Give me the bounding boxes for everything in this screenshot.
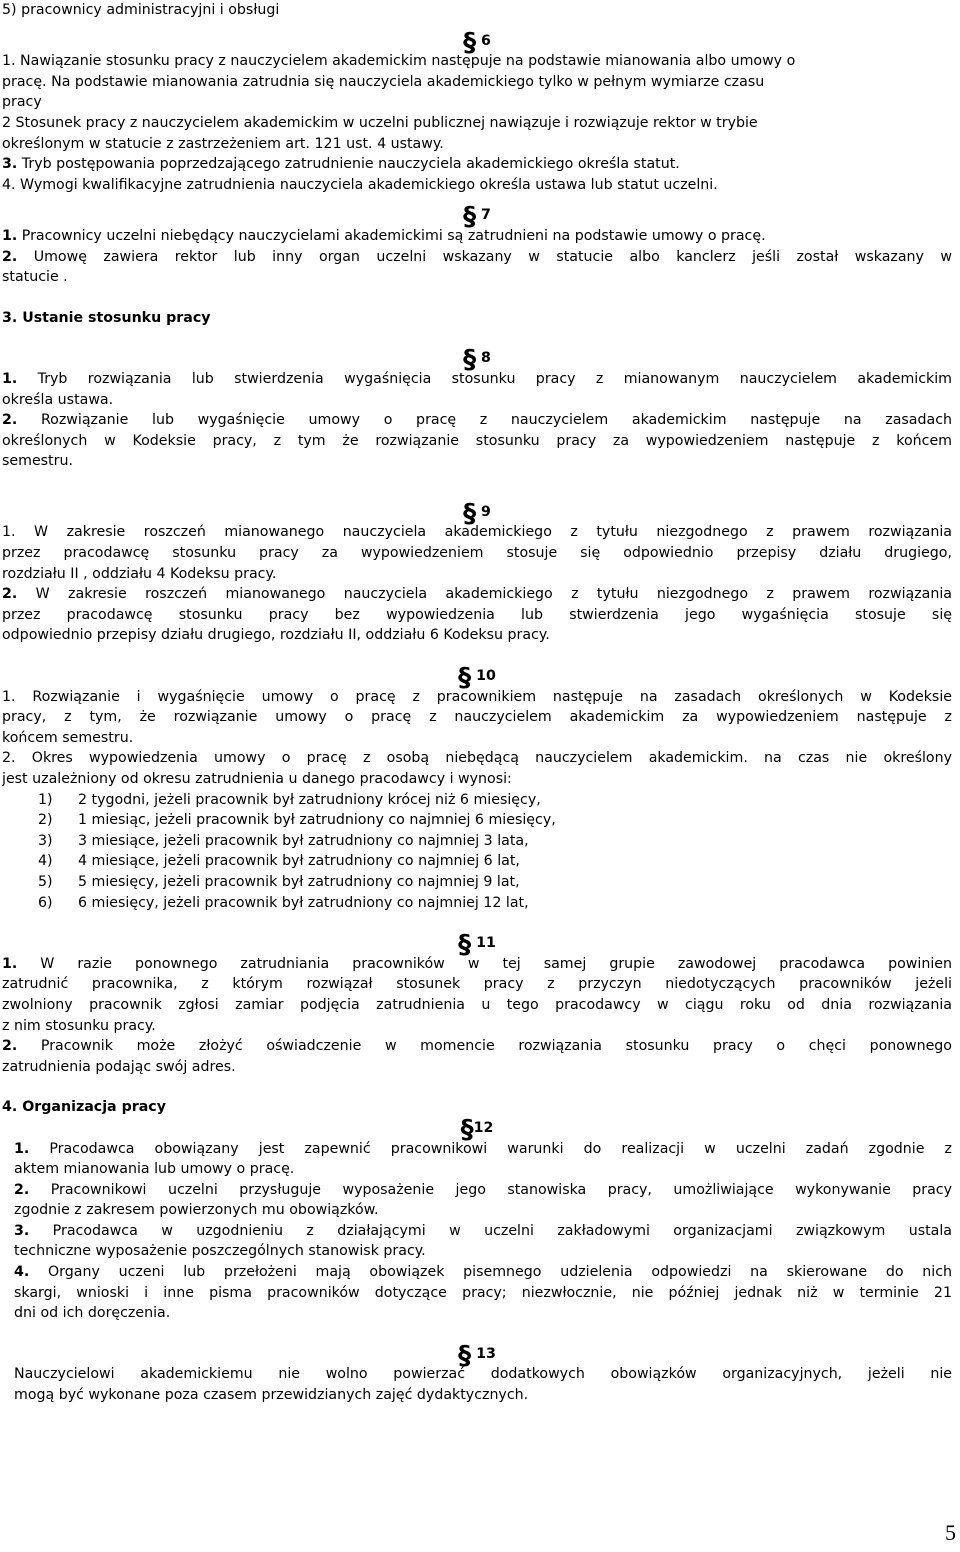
p12-line: 1. Pracodawca obowiązany jest zapewnić pracownikowi warunki do realizacji w uczelni zadań zgodnie z bbox=[14, 1140, 952, 1157]
paragraph-11-mark: § 11 bbox=[458, 930, 496, 961]
paragraph-8-mark: § 8 bbox=[463, 345, 491, 376]
p12-line: skargi, wnioski i inne pisma pracowników dotyczące pracy; niezwłocznie, nie później jednak niż w terminie 21 bbox=[14, 1284, 952, 1301]
p6-line: 2 Stosunek pracy z nauczycielem akademickim w uczelni publicznej nawiązuje i rozwiązuje rektor w trybie bbox=[2, 114, 758, 131]
p9-line: 2. W zakresie roszczeń mianowanego nauczyciela akademickiego z tytułu niezgodnego z prawem rozwiązania bbox=[2, 586, 952, 603]
list-item: 1) 2 tygodni, jeżeli pracownik był zatrudniony krócej niż 6 miesięcy, bbox=[38, 791, 541, 808]
heading-5: 5) pracownicy administracyjni i obsługi bbox=[2, 2, 280, 18]
p10-line: końcem semestru. bbox=[2, 729, 134, 746]
list-item: 2) 1 miesiąc, jeżeli pracownik był zatrudniony co najmniej 6 miesięcy, bbox=[38, 812, 556, 829]
p8-line: 2. Rozwiązanie lub wygaśnięcie umowy o pracę z nauczycielem akademickim następuje na zasadach bbox=[2, 412, 952, 429]
list-item: 4) 4 miesiące, jeżeli pracownik był zatrudniony co najmniej 6 lat, bbox=[38, 853, 520, 870]
p11-line: z nim stosunku pracy. bbox=[2, 1017, 156, 1034]
p11-line: zwolniony pracownik zgłosi zamiar podjęcia zatrudnienia u tego pracodawcy w ciągu roku od dnia rozwiązania bbox=[2, 996, 952, 1013]
p7-line: 2. Umowę zawiera rektor lub inny organ uczelni wskazany w statucie albo kanclerz jeśli został wskazany w bbox=[2, 248, 952, 265]
p7-line: statucie . bbox=[2, 269, 68, 286]
p8-line: określonych w Kodeksie pracy, z tym że rozwiązanie stosunku pracy za wypowiedzeniem następuje z końcem bbox=[2, 432, 952, 449]
paragraph-6-mark: § 6 bbox=[463, 27, 491, 58]
p6-line: pracy bbox=[2, 94, 42, 111]
paragraph-9-mark: § 9 bbox=[463, 498, 491, 529]
p8-line: określa ustawa. bbox=[2, 391, 114, 408]
list-item: 5) 5 miesięcy, jeżeli pracownik był zatrudniony co najmniej 9 lat, bbox=[38, 873, 520, 890]
p12-line: zgodnie z zakresem powierzonych mu obowiązków. bbox=[14, 1202, 379, 1219]
p9-line: przez pracodawcę stosunku pracy bez wypowiedzenia lub stwierdzenia jego wygaśnięcia stosuje się bbox=[2, 606, 952, 623]
paragraph-7-mark: § 7 bbox=[463, 202, 491, 233]
p11-line: 2. Pracownik może złożyć oświadczenie w momencie rozwiązania stosunku pracy o chęci ponownego bbox=[2, 1038, 952, 1055]
paragraph-10-mark: § 10 bbox=[458, 663, 496, 694]
p12-line: aktem mianowania lub umowy o pracę. bbox=[14, 1161, 295, 1178]
paragraph-12-mark: §12 bbox=[460, 1114, 494, 1145]
p13-line: mogą być wykonane poza czasem przewidzianych zajęć dydaktycznych. bbox=[14, 1387, 529, 1404]
p8-line: semestru. bbox=[2, 453, 73, 470]
p12-line: techniczne wyposażenie poszczególnych stanowisk pracy. bbox=[14, 1243, 426, 1260]
notice-period-list bbox=[2, 790, 952, 914]
p6-line: określonym w statucie z zastrzeżeniem art. 121 ust. 4 ustawy. bbox=[2, 135, 444, 152]
page-number: 5 bbox=[945, 1520, 956, 1546]
p13-line: Nauczycielowi akademickiemu nie wolno powierzać dodatkowych obowiązków organizacyjnych, jeżeli nie bbox=[14, 1366, 952, 1383]
p6-line: 3. Tryb postępowania poprzedzającego zatrudnienie nauczyciela akademickiego określa statut. bbox=[2, 156, 680, 173]
document-body bbox=[2, 0, 952, 1406]
paragraph-13-mark: § 13 bbox=[458, 1340, 496, 1371]
section-4-heading: 4. Organizacja pracy bbox=[2, 1099, 166, 1116]
p11-line: zatrudnić pracownika, z którym rozwiązał stosunek pracy z przyczyn niedotyczących pracowników jeżeli bbox=[2, 976, 952, 993]
p12-line: dni od ich doręczenia. bbox=[14, 1305, 171, 1322]
p10-line: 1. Rozwiązanie i wygaśnięcie umowy o pracę z pracownikiem następuje na zasadach określonych w Kodeksie bbox=[2, 688, 952, 705]
p10-line: pracy, z tym, że rozwiązanie umowy o pracę z nauczycielem akademickim za wypowiedzeniem następuje z bbox=[2, 709, 952, 726]
list-item: 6) 6 miesięcy, jeżeli pracownik był zatrudniony co najmniej 12 lat, bbox=[38, 894, 529, 911]
p10-line: 2. Okres wypowiedzenia umowy o pracę z osobą niebędącą nauczycielem akademickim. na czas nie określony bbox=[2, 750, 952, 767]
p12-line: 2. Pracownikowi uczelni przysługuje wyposażenie jego stanowiska pracy, umożliwiające wykonywanie pracy bbox=[14, 1181, 952, 1198]
p9-line: 1. W zakresie roszczeń mianowanego nauczyciela akademickiego z tytułu niezgodnego z prawem rozwiązania bbox=[2, 524, 952, 541]
p6-line: 4. Wymogi kwalifikacyjne zatrudnienia nauczyciela akademickiego określa ustawa lub statut uczelni. bbox=[2, 176, 718, 193]
p6-line: 1. Nawiązanie stosunku pracy z nauczycielem akademickim następuje na podstawie mianowania albo umowy o bbox=[2, 53, 796, 70]
section-3-heading: 3. Ustanie stosunku pracy bbox=[2, 309, 211, 326]
p12-line: 4. Organy uczeni lub przełożeni mają obowiązek pisemnego udzielenia odpowiedzi na skierowane do nich bbox=[14, 1264, 952, 1281]
p9-line: przez pracodawcę stosunku pracy za wypowiedzeniem stosuje się odpowiednio przepisy działu drugiego, bbox=[2, 545, 952, 562]
p11-line: 1. W razie ponownego zatrudniania pracowników w tej samej grupie zawodowej pracodawca powinien bbox=[2, 955, 952, 972]
list-item: 3) 3 miesiące, jeżeli pracownik był zatrudniony co najmniej 3 lata, bbox=[38, 832, 529, 849]
p12-line: 3. Pracodawca w uzgodnieniu z działającymi w uczelni zakładowymi organizacjami związkowym ustala bbox=[14, 1222, 952, 1239]
p9-line: odpowiednio przepisy działu drugiego, rozdziału II, oddziału 6 Kodeksu pracy. bbox=[2, 627, 550, 644]
p9-line: rozdziału II , oddziału 4 Kodeksu pracy. bbox=[2, 565, 277, 582]
p7-line: 1. Pracownicy uczelni niebędący nauczycielami akademickimi są zatrudnieni na podstawie umowy o pracę. bbox=[2, 227, 766, 244]
p8-line: 1. Tryb rozwiązania lub stwierdzenia wygaśnięcia stosunku pracy z mianowanym nauczycielem akademickim bbox=[2, 370, 952, 387]
p11-line: zatrudnienia podając swój adres. bbox=[2, 1058, 236, 1075]
p6-line: pracę. Na podstawie mianowania zatrudnia się nauczyciela akademickiego tylko w pełnym wymiarze czasu bbox=[2, 73, 765, 90]
p10-line: jest uzależniony od okresu zatrudnienia u danego pracodawcy i wynosi: bbox=[2, 771, 512, 787]
